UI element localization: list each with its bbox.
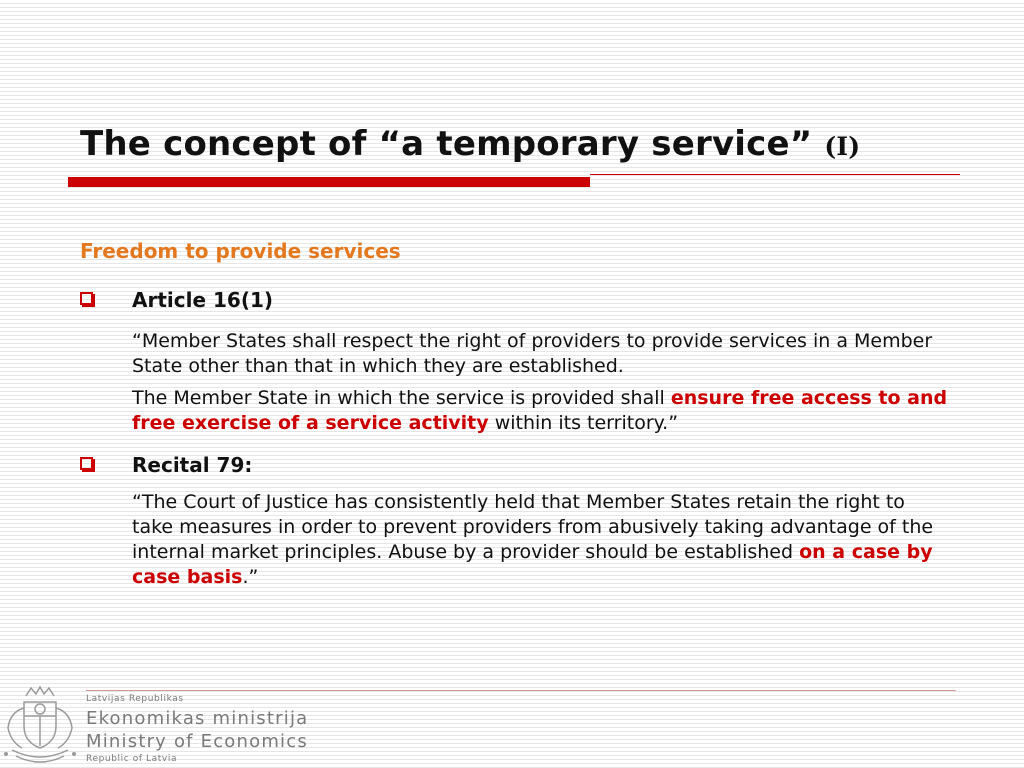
checkbox-bullet-icon <box>80 457 93 470</box>
article-text-after: within its territory.” <box>488 412 679 434</box>
footer-ministry-en: Ministry of Economics <box>86 731 308 752</box>
slide-title <box>80 124 860 164</box>
checkbox-bullet-icon <box>80 292 93 305</box>
article-text-before: The Member State in which the service is provided shall <box>132 387 671 409</box>
slide-title-text: The concept of “a temporary service” <box>80 124 813 164</box>
section-subtitle: Freedom to provide services <box>80 239 401 263</box>
title-underline-rule <box>590 174 960 175</box>
footer-divider <box>86 690 956 691</box>
slide-title-suffix: (I) <box>824 132 861 161</box>
recital-text-before: “The Court of Justice has consistently held that Member States retain the right to take measures in order to prevent providers from abusively taking advantage of the internal market principles. Abuse by a provider should be established <box>132 491 934 563</box>
footer-latvian-republic: Latvijas Republikas <box>86 694 184 704</box>
footer-republic-en: Republic of Latvia <box>86 754 178 764</box>
recital-heading: Recital 79: <box>132 453 253 477</box>
recital-text-after: .” <box>242 566 259 588</box>
recital-highlight: on a case by case basis <box>132 541 933 588</box>
footer-ministry-lv: Ekonomikas ministrija <box>86 708 309 729</box>
article-heading: Article 16(1) <box>132 288 274 312</box>
title-underline-bar <box>68 177 590 187</box>
latvia-coat-of-arms-icon <box>2 684 78 768</box>
article-quote-continued <box>132 386 952 436</box>
article-quote: “Member States shall respect the right of providers to provide services in a Member State other than that in which they are established. <box>132 330 933 377</box>
recital-quote <box>132 490 952 590</box>
article-highlight: ensure free access to and free exercise of a service activity <box>132 387 948 434</box>
